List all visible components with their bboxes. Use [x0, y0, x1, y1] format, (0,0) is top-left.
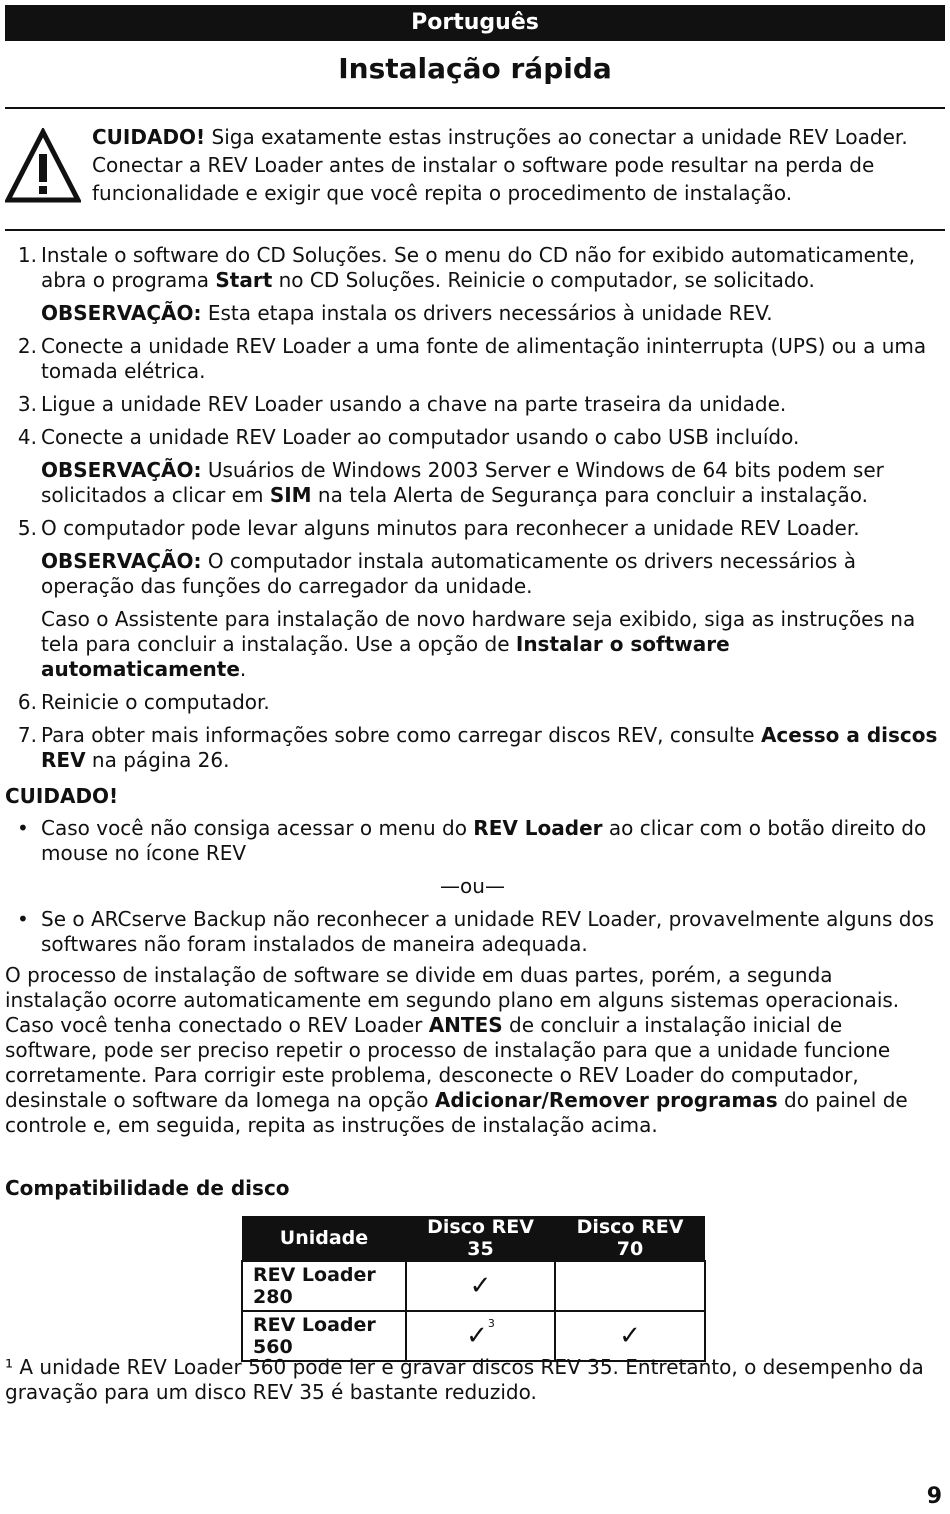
empty-cell: [555, 1261, 705, 1311]
step-number: 1.: [17, 243, 37, 267]
note-step-1: [5, 301, 940, 326]
step-text: no CD Soluções. Reinicie o computador, se solicitado.: [272, 268, 815, 292]
note-text: O computador instala automaticamente os drivers necessários à operação das funções do carregador da unidade.: [41, 549, 856, 598]
caution-bullets: [5, 816, 940, 965]
note-bold-text: Instalar o software automaticamente: [41, 632, 730, 681]
caution-heading: CUIDADO!: [5, 784, 119, 808]
bullet-text: ao clicar com o botão direito do mouse no ícone REV: [41, 816, 927, 865]
bullet-text: Se o ARCserve Backup não reconhecer a unidade REV Loader, provavelmente alguns dos softwares não foram instalados de maneira adequada.: [41, 907, 935, 956]
step-number: 6.: [17, 690, 37, 714]
divider-middle: [5, 229, 945, 231]
compatibility-table: [241, 1216, 706, 1362]
step-number: 3.: [17, 392, 37, 416]
step-bold-text: Acesso a discos REV: [41, 723, 938, 772]
note-step-5-wizard: [5, 607, 940, 682]
check-icon: ✓: [406, 1261, 555, 1311]
bullet-text: Caso você não consiga acessar o menu do: [41, 816, 474, 840]
note-label: OBSERVAÇÃO:: [41, 301, 202, 325]
page-title: Instalação rápida: [338, 52, 612, 85]
install-explanation-paragraph: [5, 963, 940, 1138]
row-label: REV Loader 280: [242, 1261, 406, 1311]
or-separator: —ou—: [440, 874, 505, 898]
check-icon: ✓: [555, 1311, 705, 1361]
note-text: .: [239, 657, 247, 681]
check-cell: [406, 1311, 555, 1361]
step-number: 2.: [17, 334, 37, 358]
bullet-item-2: [5, 907, 940, 957]
table-header-row: [242, 1216, 705, 1261]
warning-triangle-icon: [5, 128, 81, 204]
step-bold-text: Start: [215, 268, 273, 292]
warning-label: CUIDADO!: [92, 125, 206, 149]
footnote-marker: 3: [487, 1317, 495, 1330]
step-text: Instale o software do CD Soluções. Se o menu do CD não for exibido automaticamente, abra o programa: [41, 243, 916, 292]
divider-top: [5, 107, 945, 109]
bullet-item-1: [5, 816, 940, 866]
column-header-unidade: Unidade: [242, 1216, 406, 1261]
step-number: 7.: [17, 723, 37, 747]
step-text: na página 26.: [85, 748, 230, 772]
step-text: O computador pode levar alguns minutos para reconhecer a unidade REV Loader.: [41, 516, 860, 540]
column-header-rev70: Disco REV 70: [555, 1216, 705, 1261]
bullet-icon: •: [17, 816, 29, 840]
step-7: [5, 723, 940, 773]
paragraph-bold-text: Adicionar/Remover programas: [434, 1088, 778, 1112]
note-text: Esta etapa instala os drivers necessários à unidade REV.: [201, 301, 773, 325]
step-number: 4.: [17, 425, 37, 449]
step-text: Para obter mais informações sobre como carregar discos REV, consulte: [41, 723, 761, 747]
step-4: [5, 425, 940, 450]
paragraph-text: do painel de controle e, em seguida, repita as instruções de instalação acima.: [5, 1088, 908, 1137]
note-text: na tela Alerta de Segurança para concluir a instalação.: [311, 483, 868, 507]
paragraph-text: de concluir a instalação inicial de software, pode ser preciso repetir o processo de instalação para que a unidade funcione corretamente. Para corrigir este problema, desconecte o REV Loader do computador, desinstale o software da Iomega na opção: [5, 1013, 891, 1112]
note-label: OBSERVAÇÃO:: [41, 458, 202, 482]
step-text: Reinicie o computador.: [41, 690, 270, 714]
warning-body: Siga exatamente estas instruções ao conectar a unidade REV Loader. Conectar a REV Loader antes de instalar o software pode resultar na perda de funcionalidade e exigir que você repita o procedimento de instalação.: [92, 125, 908, 205]
compatibility-heading: Compatibilidade de disco: [5, 1176, 290, 1200]
step-2: [5, 334, 940, 384]
step-number: 5.: [17, 516, 37, 540]
step-6: [5, 690, 940, 715]
note-text: Caso o Assistente para instalação de novo hardware seja exibido, siga as instruções na tela para concluir a instalação. Use a opção de: [41, 607, 916, 656]
bullet-bold-text: REV Loader: [473, 816, 603, 840]
step-text: Ligue a unidade REV Loader usando a chave na parte traseira da unidade.: [41, 392, 787, 416]
column-header-rev35: Disco REV 35: [406, 1216, 555, 1261]
step-text: Conecte a unidade REV Loader ao computador usando o cabo USB incluído.: [41, 425, 800, 449]
step-1: [5, 243, 940, 293]
step-text: Conecte a unidade REV Loader a uma fonte de alimentação ininterrupta (UPS) ou a uma tomada elétrica.: [41, 334, 927, 383]
paragraph-text: O processo de instalação de software se divide em duas partes, porém, a segunda instalação ocorre automaticamente em segundo plano em alguns sistemas operacionais. Caso você tenha conectado o REV Loader: [5, 963, 900, 1037]
note-bold-text: SIM: [269, 483, 312, 507]
step-5: [5, 516, 940, 541]
row-label: REV Loader 560: [242, 1311, 406, 1361]
footnote: ¹ A unidade REV Loader 560 pode ler e gravar discos REV 35. Entretanto, o desempenho da gravação para um disco REV 35 é bastante reduzido.: [5, 1355, 924, 1404]
note-text: Usuários de Windows 2003 Server e Windows de 64 bits podem ser solicitados a clicar em: [41, 458, 884, 507]
step-3: [5, 392, 940, 417]
check-icon: ✓: [466, 1321, 488, 1351]
warning-text: [92, 123, 942, 207]
note-label: OBSERVAÇÃO:: [41, 549, 202, 573]
table-row: [242, 1311, 705, 1361]
paragraph-bold-text: ANTES: [428, 1013, 503, 1037]
install-steps: [5, 243, 940, 781]
language-header-bar: Português: [5, 5, 945, 41]
bullet-icon: •: [17, 907, 29, 931]
table-row: [242, 1261, 705, 1311]
note-step-4: [5, 458, 940, 508]
note-step-5: [5, 549, 940, 599]
page-number: 9: [926, 1484, 942, 1509]
